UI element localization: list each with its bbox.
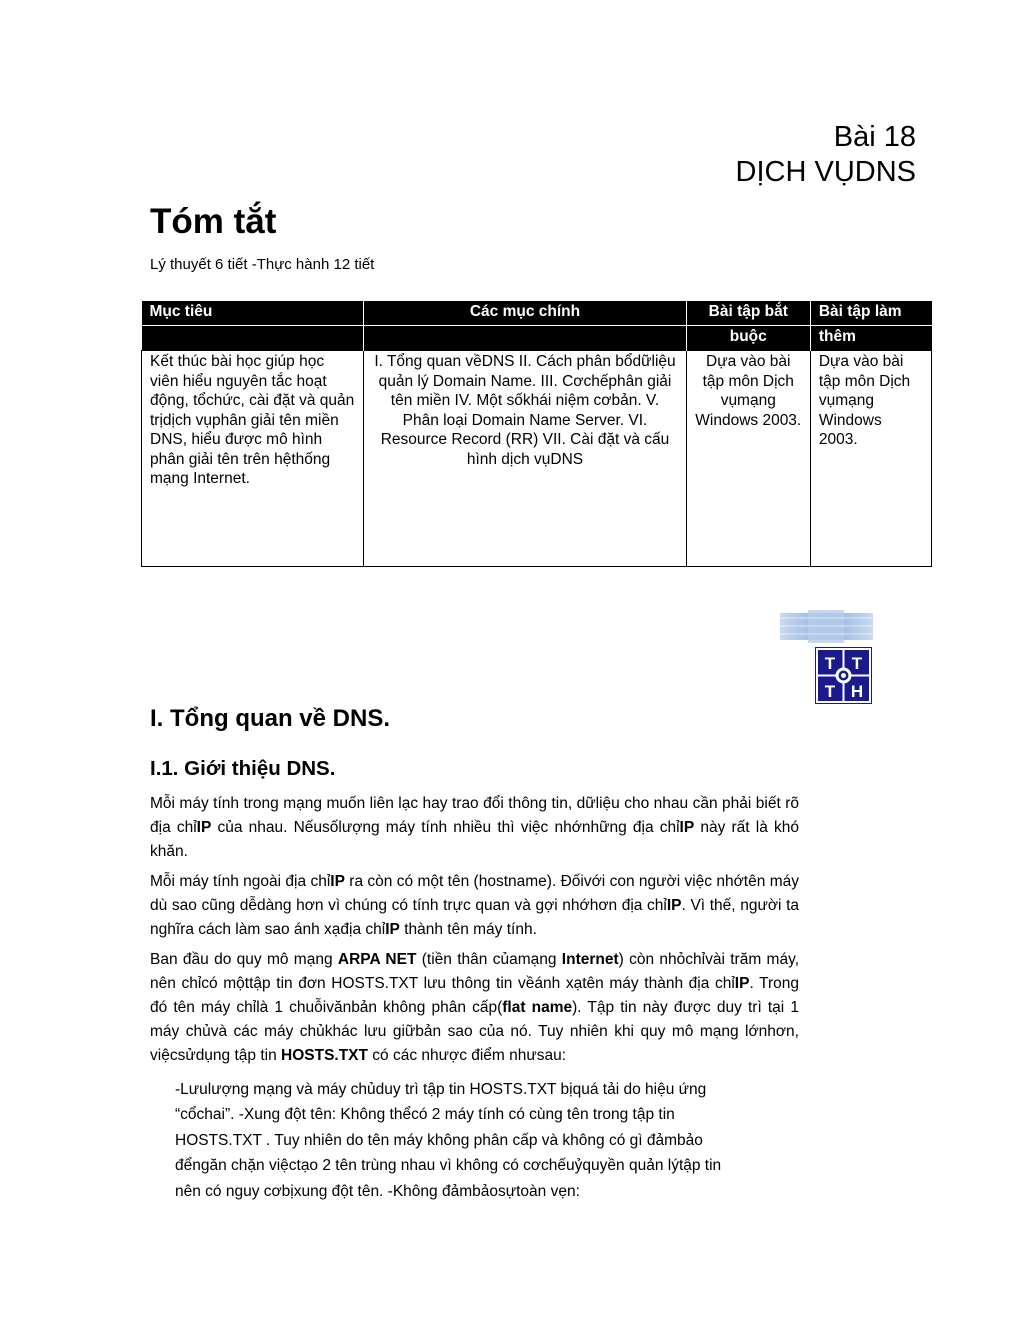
subsection-heading: I.1. Giới thiệu DNS. bbox=[150, 757, 336, 780]
bold-term: Internet bbox=[561, 951, 619, 968]
text-run: của nhau. Nếusốlượng máy tính nhiều thì việc nhớnhững địa chỉ bbox=[211, 819, 680, 836]
bold-term: IP bbox=[734, 975, 750, 992]
text-run: Mỗi máy tính ngoài địa chỉ bbox=[150, 873, 331, 890]
summary-table bbox=[141, 301, 932, 567]
bold-term: ARPA NET bbox=[337, 951, 417, 968]
lesson-number: Bài 18 bbox=[833, 121, 916, 153]
text-run: ). Tập tin này được duy trì tại 1 máy chủvà các máy chủkhác lưu giữbản sao của nó. Tuy nhiên khi quy mô mạng lớnhơn, việcsửdụng tập tin bbox=[150, 999, 799, 1064]
summary-title: Tóm tắt bbox=[150, 202, 277, 241]
table-header-row-2 bbox=[142, 326, 932, 351]
lesson-header bbox=[736, 120, 916, 190]
header-required-exercises: Bài tập bắt bbox=[686, 301, 810, 326]
indented-paragraph: -Lưulượng mạng và máy chủduy trì tập tin HOSTS.TXT bịquá tải do hiệu ứng “cổchai”. -Xung đột tên: Không thểcó 2 máy tính có cùng tên trong tập tin HOSTS.TXT . Tuy nhiên do tên máy không phân cấp và không có gì đảmbảo đểngăn chặn việctạo 2 tên trùng nhau vì không có cơchếuỷquyền quản lýtập tin nên có nguy cơbịxung đột tên. -Không đảmbảosựtoàn vẹn: bbox=[175, 1081, 722, 1200]
body-text bbox=[150, 792, 799, 1074]
indented-list bbox=[175, 1077, 735, 1204]
text-run: ra còn có một tên (hostname). Đốivới con người việc nhớtên máy dù sao cũng dễdàng hơn vì chúng có tính trực quan và gợi nhớhơn địa chỉ bbox=[150, 873, 799, 914]
paragraph-2 bbox=[150, 870, 799, 942]
logo-band-graphic bbox=[780, 610, 873, 643]
tth-logo-mark bbox=[815, 647, 872, 704]
logo-letter-1: T bbox=[824, 654, 836, 673]
header-extra-exercises: Bài tập làm bbox=[810, 301, 931, 326]
cell-objectives: Kết thúc bài học giúp học viên hiểu nguyên tắc hoạt động, tổchức, cài đặt và quản trịdịch vụphân giải tên miền DNS, hiểu được mô hình phân giải tên trên hệthống mạng Internet. bbox=[142, 351, 364, 567]
bold-term: IP bbox=[330, 873, 345, 890]
text-run: Ban đầu do quy mô mạng bbox=[150, 951, 338, 968]
text-run: ) còn nhỏchỉvài trăm máy, nên chỉcó mộttập tin đơn HOSTS.TXT lưu thông tin vềánh xạtên máy thành địa chỉ bbox=[150, 951, 799, 992]
bold-term: IP bbox=[385, 921, 400, 938]
text-run: này rất là khó khăn. bbox=[150, 819, 799, 860]
text-run: . Vì thế, người ta nghĩra cách làm sao ánh xạđịa chỉ bbox=[150, 897, 799, 938]
header-objectives: Mục tiêu bbox=[142, 301, 364, 326]
tth-logo bbox=[780, 610, 875, 707]
text-run: thành tên máy tính. bbox=[399, 921, 537, 938]
bold-term: flat name bbox=[502, 999, 573, 1016]
header-main-topics: Các mục chính bbox=[364, 301, 686, 326]
lesson-title: DỊCH VỤDNS bbox=[735, 156, 916, 188]
header-required-exercises-cont: buộc bbox=[686, 326, 810, 351]
header-extra-exercises-cont: thêm bbox=[810, 326, 931, 351]
text-run: có các nhược điểm nhưsau: bbox=[368, 1047, 567, 1064]
text-run: . Trong đó tên máy chỉlà 1 chuỗivănbản không phân cấp( bbox=[150, 975, 799, 1016]
bold-term: IP bbox=[196, 819, 212, 836]
paragraph-1 bbox=[150, 792, 799, 864]
logo-letter-2: T bbox=[851, 654, 863, 673]
bold-term: IP bbox=[679, 819, 695, 836]
section-heading: I. Tổng quan về DNS. bbox=[150, 705, 391, 732]
text-run: Mỗi máy tính trong mạng muốn liên lạc hay trao đổi thông tin, dữliệu cho nhau cần phải biết rõ địa chỉ bbox=[150, 795, 799, 836]
bold-term: IP bbox=[666, 897, 682, 914]
text-run: (tiền thân củamạng bbox=[416, 951, 562, 968]
cell-main-topics: I. Tổng quan vềDNS II. Cách phân bổdữliệu quản lý Domain Name. III. Cơchếphân giải tên miền IV. Một sốkhái niệm cơbản. V. Phân loại Domain Name Server. VI. Resource Record (RR) VII. Cài đặt và cấu hình dịch vụDNS bbox=[364, 351, 686, 567]
paragraph-3 bbox=[150, 948, 799, 1068]
cell-required-exercises: Dựa vào bài tập môn Dịch vụmạng Windows 2003. bbox=[686, 351, 810, 567]
logo-letter-3: T bbox=[824, 682, 836, 701]
header-objectives-cont bbox=[142, 326, 364, 351]
table-header-row bbox=[142, 301, 932, 326]
bold-term: HOSTS.TXT bbox=[281, 1047, 368, 1064]
summary-subtitle: Lý thuyết 6 tiết -Thực hành 12 tiết bbox=[150, 256, 375, 273]
logo-letter-4: H bbox=[850, 682, 864, 701]
header-main-topics-cont bbox=[364, 326, 686, 351]
cell-extra-exercises: Dựa vào bài tập môn Dịch vụmạng Windows 2003. bbox=[810, 351, 931, 567]
table-row bbox=[142, 351, 932, 567]
